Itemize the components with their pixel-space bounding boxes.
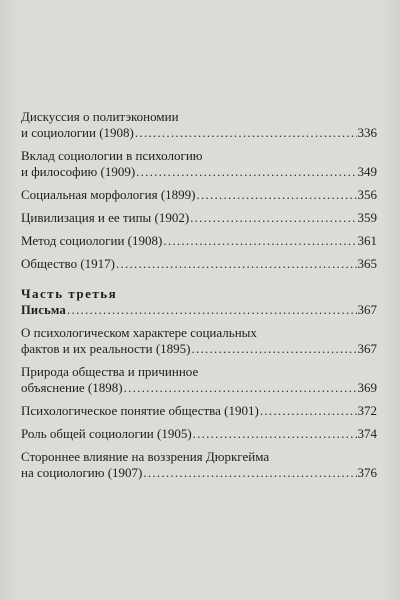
dot-leader [193,426,357,442]
toc-page-number: 376 [357,465,377,480]
toc-entry-title-line: Стороннее влияние на воззрения Дюркгейма [21,449,270,464]
toc-entry [21,148,377,180]
toc-entry [21,364,377,396]
dot-leader [190,210,356,226]
toc-page-number: 359 [357,210,377,225]
toc-page-number: 374 [357,426,377,441]
toc-page-number: 349 [357,164,377,179]
toc-entry-title-line: на социологию (1907) [21,465,143,480]
toc-entry [21,109,377,141]
toc-entry-title-line: Психологическое понятие общества (1901) [21,403,259,418]
toc-page-number: 361 [357,233,377,248]
toc-entry-title-line: Метод социологии (1908) [21,233,163,248]
toc-entry-title-line: Вклад социологии в психологию [21,148,203,163]
toc-page-number: 367 [357,302,377,317]
toc-entry-title-line: О психологическом характере социальных [21,325,257,340]
dot-leader [196,187,356,203]
toc-entry-title-line: и философию (1909) [21,164,136,179]
toc-entry [21,426,377,442]
toc-page-number: 336 [357,125,377,140]
dot-leader [143,465,356,481]
toc-entry-title-line: Роль общей социологии (1905) [21,426,192,441]
dot-leader [124,380,357,396]
toc-entry-title-line: Общество (1917) [21,256,116,271]
toc-entry-title-line: объяснение (1898) [21,380,123,395]
toc-entry [21,210,377,226]
dot-leader [260,403,357,419]
part-heading: Часть третья [21,286,118,301]
toc-entry-title-line: Социальная морфология (1899) [21,187,196,202]
toc-page-number: 365 [357,256,377,271]
toc-entry [21,325,377,357]
part-title: Письма [21,303,66,317]
dot-leader [163,233,356,249]
dot-leader [116,256,356,272]
dot-leader [191,341,356,357]
toc-entry-title-line: Природа общества и причинное [21,364,199,379]
toc-entry-title-line: фактов и их реальности (1895) [21,341,191,356]
toc-page-number: 356 [357,187,377,202]
toc-entry-title-line: Цивилизация и ее типы (1902) [21,210,190,225]
dot-leader [136,164,356,180]
toc-entry [21,233,377,249]
toc-entry [21,449,377,481]
toc-entry-title-line: Дискуссия о политэкономии [21,109,179,124]
toc-page-number: 372 [357,403,377,418]
dot-leader [135,125,357,141]
toc-page-number: 367 [357,341,377,356]
dot-leader [67,302,357,318]
toc-entry [21,187,377,203]
toc-part-entry [21,302,377,318]
toc-page-number: 369 [357,380,377,395]
table-of-contents [21,109,377,488]
toc-entry [21,256,377,272]
toc-entry-title-line: и социологии (1908) [21,125,134,140]
toc-entry [21,403,377,419]
